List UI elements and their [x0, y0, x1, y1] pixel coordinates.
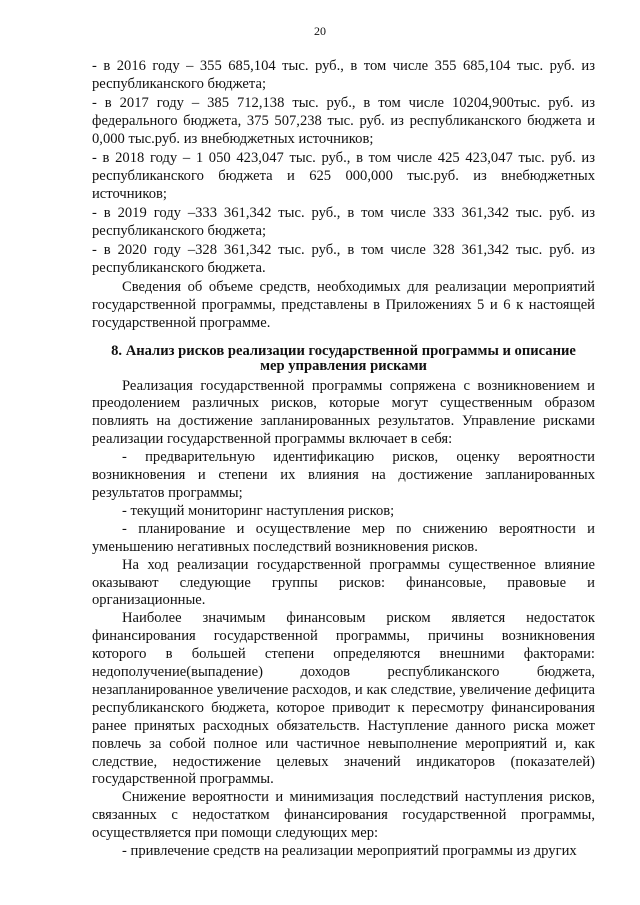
financial-risk-paragraph: Наиболее значимым финансовым риском является недостаток финансирования государственной программы, причины возникновения которого в большей степени определяются внешними факторами: недополучение(выпадение) доходов республиканского бюджета, незапланированное увеличение расходов, и как следствие, увеличение дефицита республиканского бюджета, которое приводит к пересмотру финансирования ранее принятых расходных обязательств. Наступление данного риска может повлечь за собой полное или частичное невыполнение мероприятий и, как следствие, недостижение целевых значений индикаторов (показателей) государственной программы. — [92, 610, 595, 788]
risk-groups-paragraph: На ход реализации государственной программы существенное влияние оказывают следующие группы рисков: финансовые, правовые и организационные. — [92, 556, 595, 609]
funding-summary-paragraph: Сведения об объеме средств, необходимых для реализации мероприятий государственной программы, представлены в Приложениях 5 и 6 к настоящей государственной программе. — [92, 278, 595, 331]
funding-item-2020: - в 2020 году –328 361,342 тыс. руб., в том числе 328 361,342 тыс. руб. из республиканского бюджета. — [92, 241, 595, 276]
funding-item-2018: - в 2018 году – 1 050 423,047 тыс. руб., в том числе 425 423,047 тыс. руб. из республиканского бюджета и 625 000,000 тыс.руб. из внебюджетных источников; — [92, 149, 595, 202]
risk-intro-paragraph: Реализация государственной программы сопряжена с возникновением и преодолением различных рисков, которые могут существенным образом повлиять на достижение запланированных результатов. Управление рисками реализации государственной программы включает в себя: — [92, 377, 595, 448]
page-content — [92, 58, 595, 861]
risk-management-item-1: - предварительную идентификацию рисков, оценку вероятности возникновения и степени их влияния на достижение запланированных результатов программы; — [92, 449, 595, 501]
section-heading-line-1: 8. Анализ рисков реализации государственной программы и описание — [111, 342, 576, 359]
risk-management-item-3: - планирование и осуществление мер по снижению вероятности и уменьшению негативных последствий возникновения рисков. — [92, 520, 595, 555]
funding-item-2019: - в 2019 году –333 361,342 тыс. руб., в том числе 333 361,342 тыс. руб. из республиканского бюджета; — [92, 204, 595, 239]
section-spacer — [92, 333, 595, 344]
mitigation-intro-paragraph: Снижение вероятности и минимизация последствий наступления рисков, связанных с недостатком финансирования государственной программы, осуществляется при помощи следующих мер: — [92, 789, 595, 842]
section-heading-line-2: мер управления рисками — [260, 357, 427, 374]
page-number: 20 — [314, 24, 326, 38]
mitigation-item-1: - привлечение средств на реализации мероприятий программы из других — [122, 843, 577, 860]
risk-management-item-2: - текущий мониторинг наступления рисков; — [122, 502, 395, 519]
funding-item-2017: - в 2017 году – 385 712,138 тыс. руб., в том числе 10204,900тыс. руб. из федерального бюджета, 375 507,238 тыс. руб. из республиканского бюджета и 0,000 тыс.руб. из внебюджетных источников; — [92, 95, 595, 147]
funding-item-2016: - в 2016 году – 355 685,104 тыс. руб., в том числе 355 685,104 тыс. руб. из республиканского бюджета; — [92, 58, 595, 92]
